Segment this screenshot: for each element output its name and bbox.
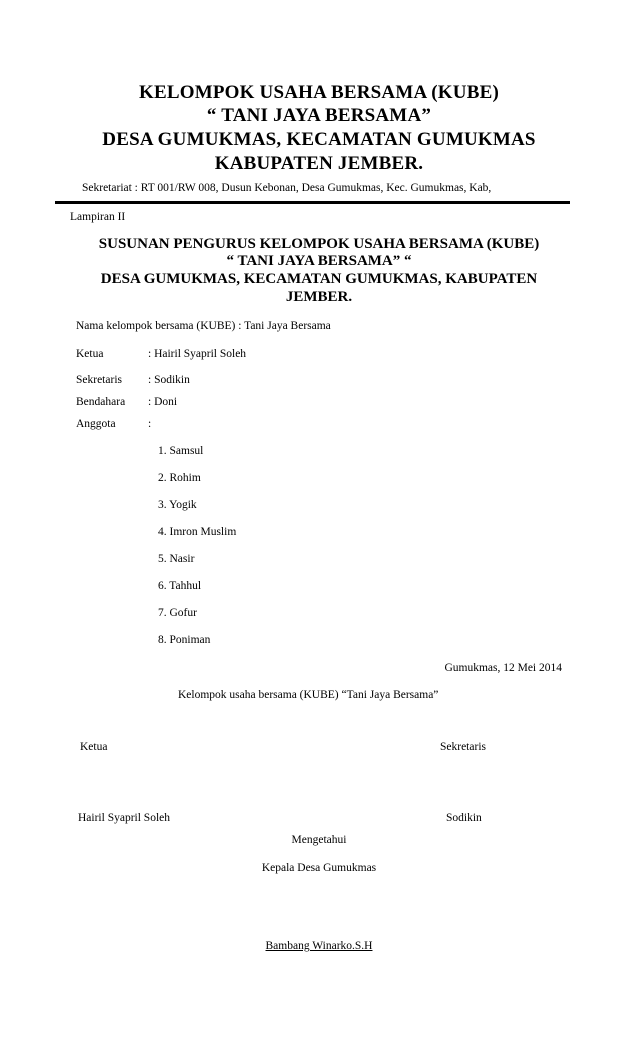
officer-role-secretary: Sekretaris — [76, 374, 122, 386]
signature-name-chairman: Hairil Syapril Soleh — [78, 812, 170, 824]
title-line3: DESA GUMUKMAS, KECAMATAN GUMUKMAS, KABUPATEN — [100, 271, 538, 287]
letterhead-line3: DESA GUMUKMAS, KECAMATAN GUMUKMAS — [102, 129, 536, 150]
title-line2: “ TANI JAYA BERSAMA” “ — [226, 253, 412, 269]
title-line1: SUSUNAN PENGURUS KELOMPOK USAHA BERSAMA (KUBE) — [98, 236, 540, 252]
officer-value-secretary: : Sodikin — [148, 374, 190, 386]
group-name: Nama kelompok bersama (KUBE) : Tani Jaya Bersama — [76, 320, 331, 332]
officer-role-treasurer: Bendahara — [76, 396, 126, 408]
officer-value-treasurer: : Doni — [148, 396, 178, 408]
acknowledgement-name-wrap — [0, 940, 638, 952]
title-line4: JEMBER. — [285, 289, 353, 305]
place-date: Gumukmas, 12 Mei 2014 — [444, 662, 562, 674]
signature-role-secretary: Sekretaris — [440, 741, 486, 753]
acknowledgement-role: Kepala Desa Gumukmas — [261, 862, 377, 874]
member-item: 2. Rohim — [158, 472, 201, 484]
officer-role-chairman: Ketua — [76, 348, 104, 360]
letterhead-line1: KELOMPOK USAHA BERSAMA (KUBE) — [139, 82, 499, 103]
attachment-label: Lampiran II — [70, 211, 126, 223]
member-item: 8. Poniman — [158, 634, 211, 646]
member-item: 4. Imron Muslim — [158, 526, 237, 538]
acknowledgement-label: Mengetahui — [291, 834, 347, 846]
officer-role-members: Anggota — [76, 418, 116, 430]
member-item: 6. Tahhul — [158, 580, 202, 592]
letterhead-line4: KABUPATEN JEMBER. — [214, 153, 424, 174]
officer-value-members: : — [148, 418, 152, 430]
letterhead-address: Sekretariat : RT 001/RW 008, Dusun Kebonan, Desa Gumukmas, Kec. Gumukmas, Kab, — [82, 182, 492, 194]
member-item: 3. Yogik — [158, 499, 197, 511]
signature-header: Kelompok usaha bersama (KUBE) “Tani Jaya Bersama” — [178, 689, 439, 701]
letterhead-divider — [55, 201, 570, 204]
member-item: 1. Samsul — [158, 445, 204, 457]
letterhead-line2: “ TANI JAYA BERSAMA” — [206, 105, 432, 126]
officer-value-chairman: : Hairil Syapril Soleh — [148, 348, 247, 360]
member-item: 5. Nasir — [158, 553, 195, 565]
member-item: 7. Gofur — [158, 607, 197, 619]
signature-role-chairman: Ketua — [80, 741, 108, 753]
acknowledgement-name: Bambang Winarko.S.H — [265, 940, 373, 952]
signature-name-secretary: Sodikin — [446, 812, 482, 824]
